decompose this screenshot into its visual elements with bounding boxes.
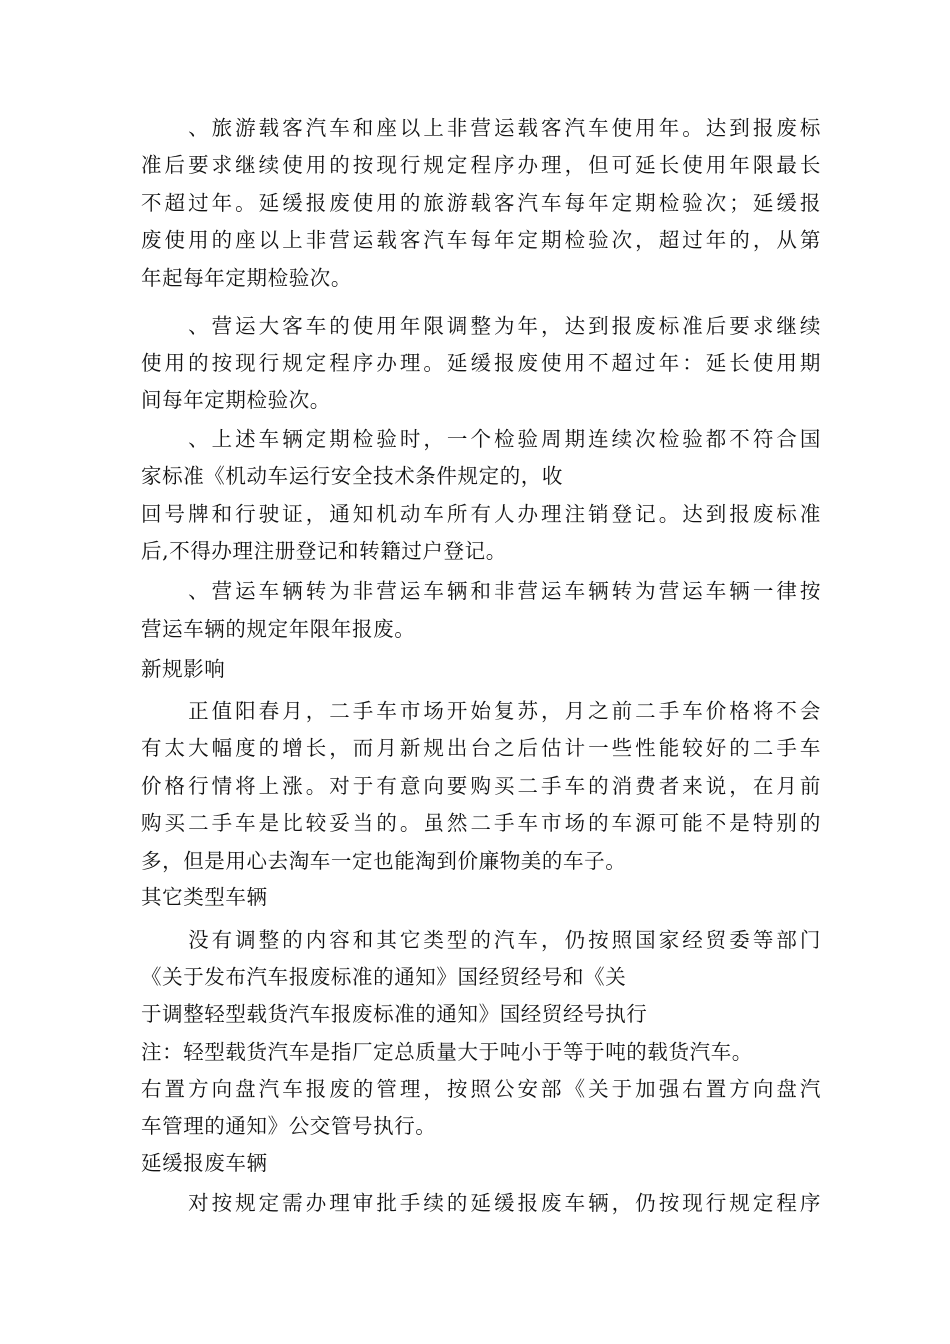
paragraph-line: 、上述车辆定期检验时，一个检验周期连续次检验都不符合国 [141,427,821,451]
paragraph-line: 、旅游载客汽车和座以上非营运载客汽车使用年。达到报废标 [141,116,821,140]
paragraph-line: 对按规定需办理审批手续的延缓报废车辆，仍按现行规定程序 [141,1191,821,1215]
paragraph-line: 购买二手车是比较妥当的。虽然二手车市场的车源可能不是特别的 [141,811,821,835]
paragraph-line: 废使用的座以上非营运载客汽车每年定期检验次，超过年的，从第 [141,228,821,252]
paragraph-line: 家标准《机动车运行安全技术条件规定的，收 [141,464,563,488]
paragraph-line: 没有调整的内容和其它类型的汽车，仍按照国家经贸委等部门 [141,928,821,952]
paragraph-line: 营运车辆的规定年限年报废。 [141,617,416,641]
paragraph-line: 于调整轻型载货汽车报废标准的通知》国经贸经号执行 [141,1002,648,1026]
paragraph-line: 不超过年。延缓报废使用的旅游载客汽车每年定期检验次；延缓报 [141,191,821,215]
paragraph-line: 有太大幅度的增长，而月新规出台之后估计一些性能较好的二手车 [141,736,821,760]
paragraph-line: 《关于发布汽车报废标准的通知》国经贸经号和《关 [141,965,627,989]
paragraph-line: 年起每年定期检验次。 [141,266,352,290]
section-heading: 延缓报废车辆 [141,1151,268,1175]
paragraph-line: 间每年定期检验次。 [141,388,331,412]
paragraph-line: 使用的按现行规定程序办理。延缓报废使用不超过年：延长使用期 [141,351,821,375]
paragraph-line: 、营运车辆转为非营运车辆和非营运车辆转为营运车辆一律按 [141,579,821,603]
paragraph-line: 、营运大客车的使用年限调整为年，达到报废标准后要求继续 [141,314,821,338]
section-heading: 其它类型车辆 [141,885,268,909]
paragraph-line: 多，但是用心去淘车一定也能淘到价廉物美的车子。 [141,849,627,873]
paragraph-line: 车管理的通知》公交管号执行。 [141,1114,437,1138]
section-heading: 新规影响 [141,657,226,681]
paragraph-line: 回号牌和行驶证，通知机动车所有人办理注销登记。达到报废标准 [141,502,821,526]
paragraph-line: 正值阳春月，二手车市场开始复苏，月之前二手车价格将不会 [141,699,821,723]
paragraph-line: 后,不得办理注册登记和转籍过户登记。 [141,539,507,563]
paragraph-line: 价格行情将上涨。对于有意向要购买二手车的消费者来说，在月前 [141,774,821,798]
note-line: 注：轻型载货汽车是指厂定总质量大于吨小于等于吨的载货汽车。 [141,1040,753,1064]
paragraph-line: 准后要求继续使用的按现行规定程序办理，但可延长使用年限最长 [141,153,821,177]
paragraph-line: 右置方向盘汽车报废的管理，按照公安部《关于加强右置方向盘汽 [141,1077,821,1101]
